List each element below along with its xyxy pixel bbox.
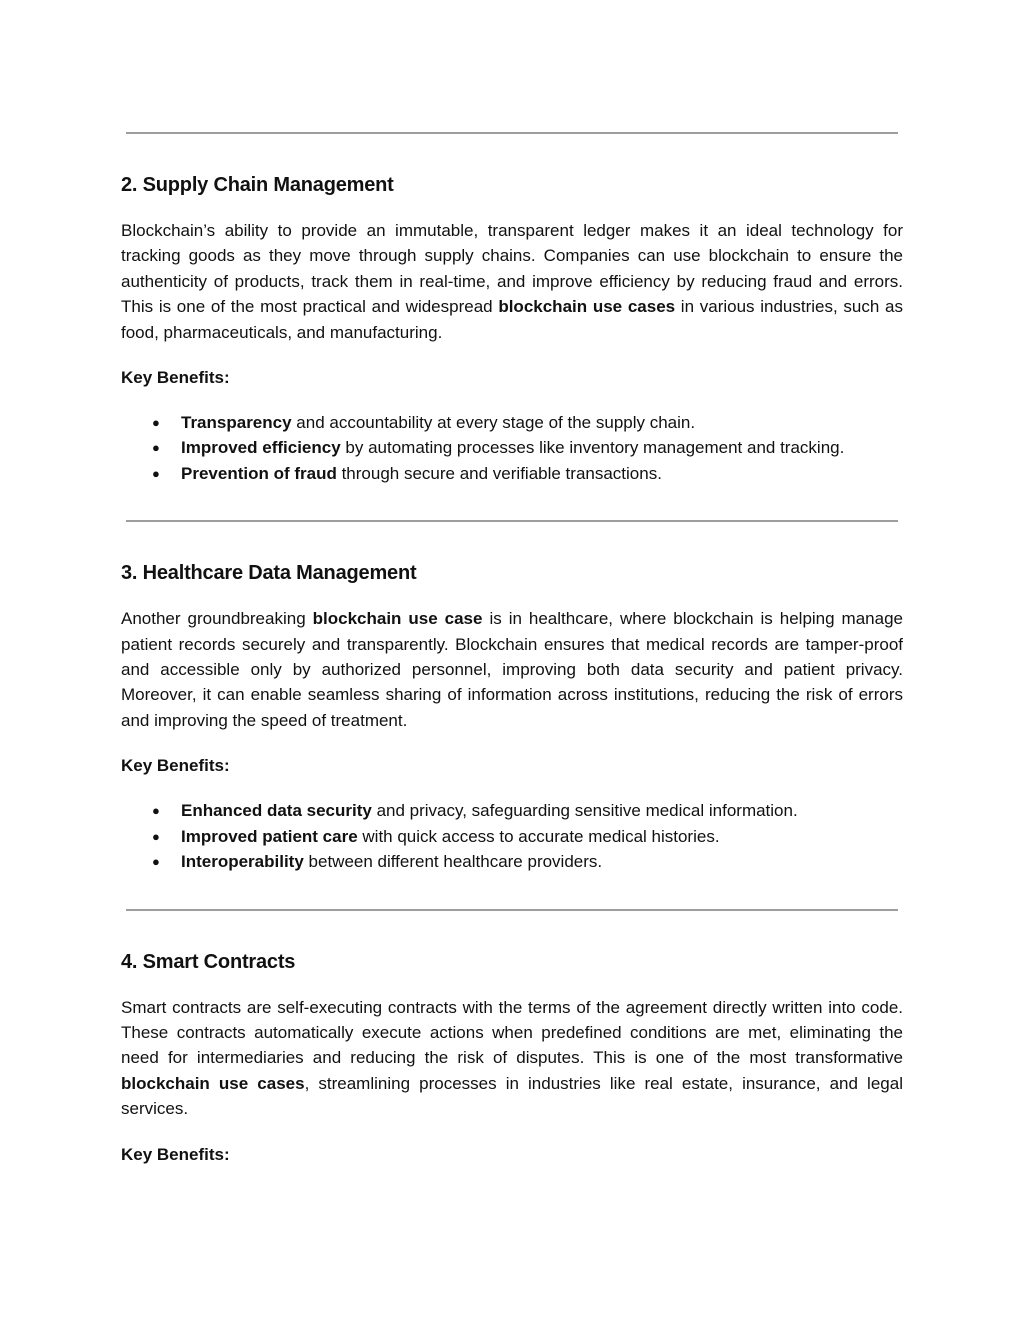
section-supply-chain (121, 172, 903, 486)
bullet-icon: ● (152, 828, 160, 844)
list-item (121, 435, 903, 460)
benefits-list (121, 410, 903, 486)
benefit-bold: Enhanced data security (181, 801, 372, 821)
paragraph-bold-text: blockchain use cases (498, 297, 676, 317)
list-item (121, 461, 903, 486)
section-healthcare (121, 560, 903, 874)
section-paragraph (121, 995, 903, 1122)
section-paragraph (121, 606, 903, 733)
benefit-bold: Interoperability (181, 852, 304, 872)
paragraph-bold-text: blockchain use cases (121, 1073, 305, 1093)
benefit-text: with quick access to accurate medical histories. (357, 826, 720, 846)
paragraph-text: , streamlining processes in industries like real estate, insurance, and legal services. (121, 1073, 903, 1119)
section-smart-contracts (121, 949, 903, 1167)
bullet-icon: ● (152, 854, 160, 870)
benefit-text: and privacy, safeguarding sensitive medical information. (371, 801, 798, 821)
paragraph-text: in various industries, such as food, pharmaceuticals, and manufacturing. (121, 297, 903, 342)
benefit-text: by automating processes like inventory management and tracking. (340, 438, 845, 458)
benefit-text: between different healthcare providers. (303, 852, 603, 872)
benefit-bold: Improved patient care (181, 826, 358, 846)
list-item (121, 798, 903, 823)
section-heading: 3. Healthcare Data Management (121, 562, 417, 585)
document-content (121, 132, 903, 1187)
paragraph-text: is in healthcare, where blockchain is helping manage patient records securely and transparently. Blockchain ensures that medical records are tamper-proof and accessible only by authorized personnel, improving both data security and patient privacy. Moreover, it can enable seamless sharing of information across institutions, reducing the risk of errors and improving the speed of treatment. (121, 609, 903, 730)
paragraph-bold-text: blockchain use case (312, 609, 483, 629)
benefit-bold: Prevention of fraud (181, 463, 337, 483)
list-item (121, 824, 903, 849)
bullet-icon: ● (152, 465, 160, 481)
benefit-bold: Improved efficiency (181, 438, 341, 458)
key-benefits-label: Key Benefits: (121, 368, 230, 388)
section-paragraph (121, 218, 903, 345)
key-benefits-label: Key Benefits: (121, 756, 230, 776)
list-item (121, 849, 903, 874)
benefit-text: through secure and verifiable transactions. (336, 463, 662, 483)
key-benefits-label: Key Benefits: (121, 1144, 230, 1164)
section-heading: 2. Supply Chain Management (121, 174, 394, 196)
paragraph-text: Smart contracts are self-executing contracts with the terms of the agreement directly written into code. These contracts automatically execute actions when predefined conditions are met, eliminating the need for intermediaries and reducing the risk of disputes. This is one of the most transformative (121, 997, 903, 1068)
list-item (121, 410, 903, 435)
section-heading: 4. Smart Contracts (121, 950, 296, 973)
bullet-icon: ● (152, 803, 160, 819)
section-divider (126, 132, 898, 134)
bullet-icon: ● (152, 415, 160, 431)
section-divider (126, 909, 898, 911)
paragraph-text: Blockchain’s ability to provide an immutable, transparent ledger makes it an ideal technology for tracking goods as they move through supply chains. Companies can use blockchain to ensure the authenticity of products, track them in real-time, and improve efficiency by reducing fraud and errors. This is one of the most practical and widespread (121, 221, 903, 317)
paragraph-text: Another groundbreaking (121, 609, 313, 629)
benefit-text: and accountability at every stage of the supply chain. (291, 413, 696, 433)
section-divider (126, 520, 898, 522)
benefits-list (121, 798, 903, 874)
benefit-bold: Transparency (181, 413, 292, 433)
bullet-icon: ● (152, 440, 160, 456)
